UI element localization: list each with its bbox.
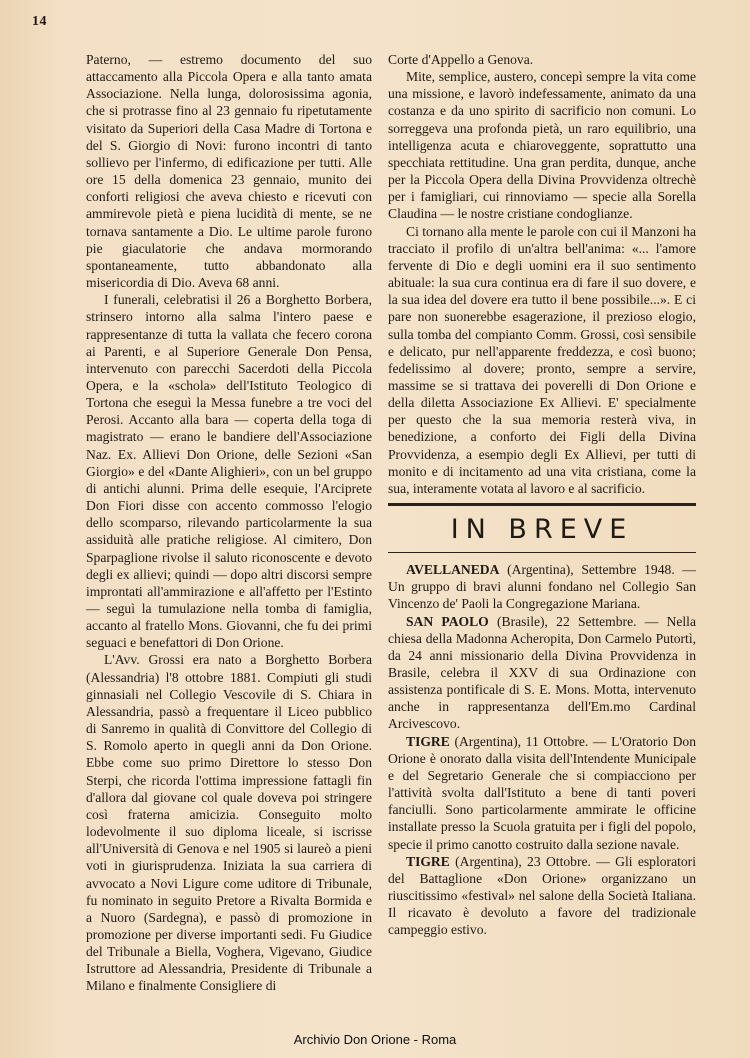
section-divider	[388, 503, 696, 506]
paragraph: L'Avv. Grossi era nato a Borghetto Borbera (Alessandria) l'8 ottobre 1881. Compiuti gli studi ginnasiali nel Collegio Vescovile di S. Chiara in Alessandria, passò a frequentare il Liceo pubblico di Sanremo in qualità di Convittore del Collegio di S. Romolo aperto in quegli anni da Don Orione. Ebbe come suo primo Direttore lo stesso Don Sterpi, che ricorda l'ottima impressione fattagli fin d'allora dal giovane col quale doveva poi stringere così fraterna amicizia. Conseguito molto lodevolmente il suo diploma liceale, si iscrisse all'Università di Genova e nel 1905 si laureò a pieni voti in giurisprudenza. Iniziata la sua carriera di avvocato a Novi Ligure come uditore di Tribunale, fu nominato in seguito Pretore a Rivalta Bormida e a Nuoro (Sardegna), e passò di promozione in promozione per diverse importanti sedi. Fu Giudice del Tribunale a Biella, Voghera, Vigevano, Giudice Istruttore ad Alessandria, Presidente di Tribunale a Milano e finalmente Consigliere di	[86, 652, 372, 994]
news-item	[388, 853, 696, 939]
news-location: AVELLANEDA	[406, 562, 500, 578]
news-location: TIGRE	[406, 733, 450, 749]
news-item	[388, 733, 696, 853]
left-column	[86, 51, 372, 995]
paragraph: Mite, semplice, austero, concepì sempre la vita come una missione, e lavorò indefessamente, animato da una costanza e da uno spirito di sacrificio non comuni. Lo sorreggeva una profonda pietà, un raro equilibrio, una intelligenza acuta e chiaroveggente, soprattutto una specchiata rettitudine. Una gran perdita, dunque, anche per la Piccola Opera della Divina Provvidenza oltrechè per i famigliari, cui rinnoviamo — specie alla Sorella Claudina — le nostre cristiane condoglianze.	[388, 69, 696, 222]
section-heading-in-breve: IN BREVE	[450, 514, 634, 546]
news-text: (Brasile), 22 Settembre. — Nella chiesa della Madonna Acheropita, Don Carmelo Putortì, da 24 anni missionario della Divina Provvidenza in Brasile, celebra il XXV di sua Ordinazione con assistenza pontificale di S. E. Mons. Motta, intervenuto anche in rappresentanza dell'Em.mo Cardinal Arcivescovo.	[388, 613, 696, 732]
news-item	[388, 613, 696, 733]
news-text: (Argentina), 23 Ottobre. — Gli esploratori del Battaglione «Don Orione» organizzano un riuscitissimo «festival» nel salone della Società Italiana. Il ricavato è devoluto a favore del tradizionale campeggio estivo.	[388, 853, 696, 938]
news-list	[388, 561, 696, 938]
news-location: TIGRE	[406, 853, 450, 869]
paragraph: I funerali, celebratisi il 26 a Borghetto Borbera, strinsero intorno alla salma l'intero paese e rappresentanze di tutta la vallata che fecero corona ai Parenti, e al Superiore Generale Don Pensa, intervenuto con parecchi Sacerdoti della Piccola Opera, e la «schola» dell'Istituto Teologico di Tortona che eseguì la Messa funebre a tre voci del Perosi. Accanto alla bara — coperta della toga di magistrato — erano le bandiere dell'Associazione Naz. Ex. Allievi Don Orione, delle Sezioni «San Giorgio» e del «Dante Alighieri», con un bel gruppo di antichi alunni. Prima delle esequie, l'Arciprete Don Fiori disse con accento commosso l'elogio dello scomparso, rilevando particolarmente la sua assiduità alle pratiche religiose. Al cimitero, Don Sparpaglione rivolse il saluto riconoscente e devoto degli ex allievi; quindi — dopo altri discorsi sempre improntati all'ammirazione e all'affetto per l'Estinto — seguì la tumulazione nella tomba di famiglia, accanto al fratello Mons. Giovanni, che fu dei primi seguaci e benefattori di Don Orione.	[86, 292, 372, 651]
archive-footer: Archivio Don Orione - Roma	[293, 1032, 457, 1047]
paragraph: Corte d'Appello a Genova.	[388, 52, 534, 67]
paragraph: Paterno, — estremo documento del suo attaccamento alla Piccola Opera e alla tanto amata Associazione. Nella lunga, dolorosissima agonia, che si protrasse fino al 23 gennaio fu ripetutamente visitato da Superiori della Casa Madre di Tortona e del S. Giorgio di Novi: furono incontri di tanto sollievo per l'infermo, di edificazione per tutti. Alle ore 15 della domenica 23 gennaio, munito dei conforti religiosi che aveva chiesto e ricevuti con ammirevole pietà e piena lucidità di mente, se ne tornava santamente a Dio. Le ultime parole furono pie giaculatorie che andava mormorando spontaneamente, tutto abbandonato alla misericordia di Dio. Aveva 68 anni.	[86, 52, 372, 291]
section-divider	[388, 552, 696, 553]
paragraph: Ci tornano alla mente le parole con cui il Manzoni ha tracciato il profilo di un'altra bell'anima: «... l'amore fervente di Dio e degli uomini era il suo sentimento abituale: la sua cura continua era di fare il suo dovere, e la sua idea del dovere era tutto il bene possibile...». E ci pare non suonerebbe esagerazione, il prezioso elogio, sulla tomba del compianto Comm. Grossi, così sensibile e delicato, pur nell'apparente freddezza, e così buono; fedelissimo al dovere; pronto, sempre a servire, massime se si trattava dei poverelli di Don Orione e della diletta Associazione Ex Allievi. E' specialmente per questo che la sua memoria resterà viva, in benedizione, a conforto dei Figli della Divina Provvidenza, a esempio degli Ex Allievi, per tutti di monito e di incitamento ad una vita cristiana, come la sua, interamente votata al lavoro e al sacrificio.	[388, 223, 696, 496]
page-number: 14	[32, 14, 47, 29]
news-text: (Argentina), Settembre 1948. — Un gruppo di bravi alunni fondano nel Collegio San Vincenzo de' Paoli la Congregazione Mariana.	[388, 562, 696, 612]
news-text: (Argentina), 11 Ottobre. — L'Oratorio Don Orione è onorato dalla visita dell'Intendente Municipale e del Segretario Generale che si compiacciono per l'attività svolta dall'Istituto a bene di tanti poveri fanciulli. Sono particolarmente ammirate le officine installate presso la Scuola gratuita per i figli del popolo, specie il primo canotto costruito dalla sezione navale.	[388, 733, 696, 852]
right-column	[388, 51, 696, 939]
news-item	[388, 561, 696, 612]
news-location: SAN PAOLO	[406, 613, 489, 629]
